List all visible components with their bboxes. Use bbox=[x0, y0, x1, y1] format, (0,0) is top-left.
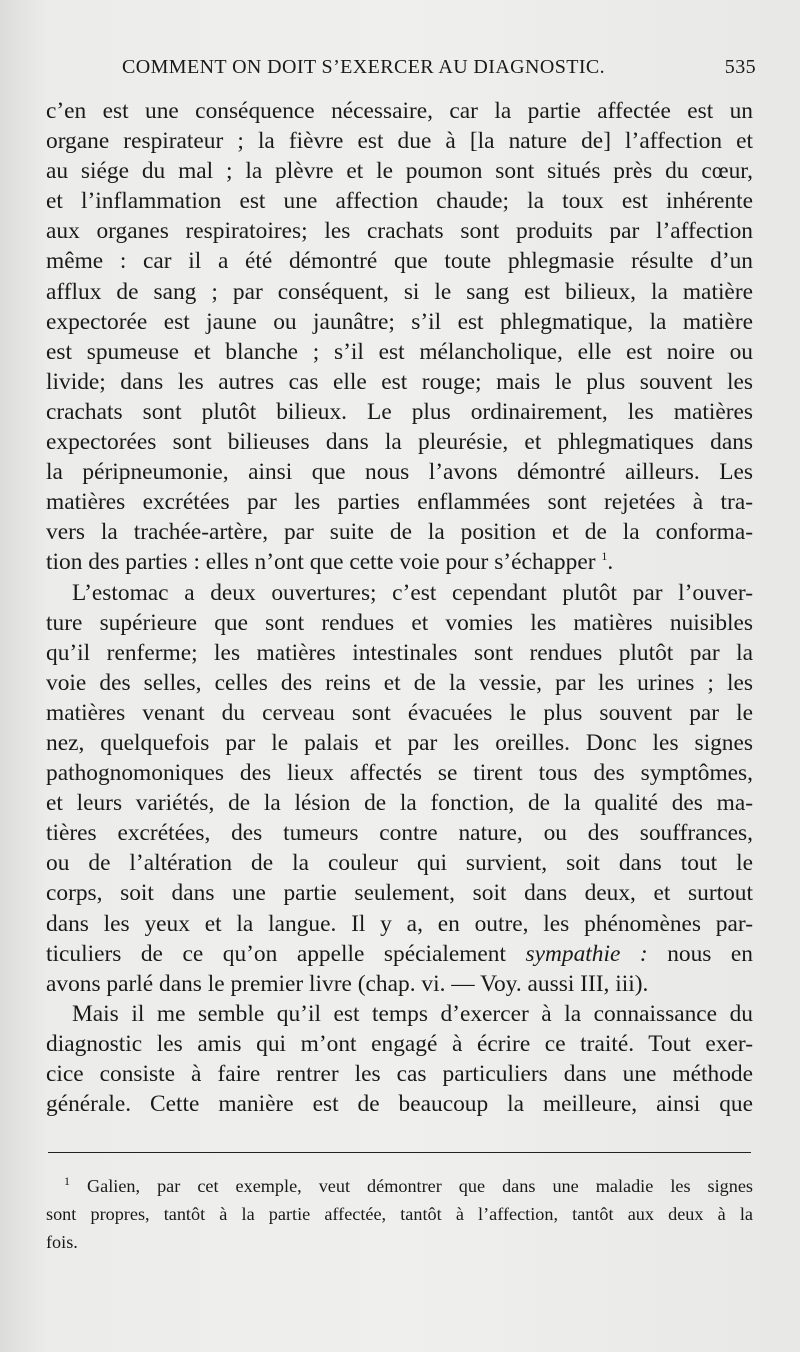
text-line: et leurs variétés, de la lésion de la fonction, de la qualité des ma- bbox=[46, 790, 753, 817]
footnote-marker: 1 bbox=[64, 1173, 70, 1188]
text-line: nez, quelquefois par le palais et par les oreilles. Donc les signes bbox=[46, 729, 753, 756]
running-title: COMMENT ON DOIT S’EXERCER AU DIAGNOSTIC. bbox=[122, 56, 606, 78]
text-line: L’estomac a deux ouvertures; c’est cependant plutôt par l’ouver- bbox=[72, 579, 753, 606]
text-line: avons parlé dans le premier livre (chap. vi. — Voy. aussi III, iii). bbox=[46, 970, 649, 997]
page-header bbox=[122, 56, 782, 90]
text-line: tières excrétées, des tumeurs contre nature, ou des souffrances, bbox=[46, 820, 753, 847]
text-line: générale. Cette manière est de beaucoup la meilleure, ainsi que bbox=[46, 1091, 753, 1118]
body-text bbox=[46, 96, 753, 1119]
text-line: qu’il renferme; les matières intestinales sont rendues plutôt par la bbox=[46, 639, 753, 666]
footnote-divider bbox=[48, 1152, 751, 1153]
text-line: la péripneumonie, ainsi que nous l’avons démontré ailleurs. Les bbox=[46, 459, 753, 486]
text-line bbox=[46, 547, 753, 577]
text-line: et l’inflammation est une affection chaude; la toux est inhérente bbox=[46, 188, 753, 215]
text-line: au siége du mal ; la plèvre et le poumon sont situés près du cœur, bbox=[46, 158, 753, 185]
text-line: cice consiste à faire rentrer les cas particuliers dans une méthode bbox=[46, 1061, 753, 1087]
text-line bbox=[46, 939, 753, 969]
text-line: corps, soit dans une partie seulement, soit dans deux, et surtout bbox=[46, 880, 753, 907]
footnote-reference[interactable]: 1 bbox=[601, 549, 608, 564]
text-line: livide; dans les autres cas elle est rouge; mais le plus souvent les bbox=[46, 368, 753, 395]
text-line: afflux de sang ; par conséquent, si le sang est bilieux, la matière bbox=[46, 278, 753, 305]
text-line-content: tion des parties : elles n’ont que cette voie pour s’échapper bbox=[46, 549, 596, 576]
text-line: ou de l’altération de la couleur qui survient, soit dans tout le bbox=[46, 850, 753, 877]
text-line: organe respirateur ; la fièvre est due à [la nature de] l’affection et bbox=[46, 128, 753, 155]
text-line-content: ticuliers de ce qu’on appelle spécialement bbox=[46, 940, 506, 967]
footnote-line bbox=[46, 1172, 753, 1200]
line-end-punctuation: . bbox=[607, 549, 614, 576]
italic-term: sympathie : bbox=[525, 940, 648, 967]
text-line: voie des selles, celles des reins et de la vessie, par les urines ; les bbox=[46, 669, 753, 696]
text-line: aux organes respiratoires; les crachats sont produits par l’affection bbox=[46, 218, 753, 245]
text-line-tail: nous en bbox=[647, 940, 753, 967]
text-line: vers la trachée-artère, par suite de la position et de la conforma- bbox=[46, 519, 753, 546]
text-line: expectorées sont bilieuses dans la pleurésie, et phlegmatiques dans bbox=[46, 429, 753, 456]
footnotes bbox=[46, 1172, 753, 1256]
text-line: pathognomoniques des lieux affectés se tirent tous des symptômes, bbox=[46, 760, 753, 787]
text-line: dans les yeux et la langue. Il y a, en outre, les phénomènes par- bbox=[46, 910, 753, 937]
footnote-text: Galien, par cet exemple, veut démontrer que dans une maladie les signes bbox=[87, 1176, 753, 1196]
text-line: matières venant du cerveau sont évacuées le plus souvent par le bbox=[46, 699, 753, 726]
text-line: expectorée est jaune ou jaunâtre; s’il est phlegmatique, la matière bbox=[46, 308, 753, 335]
text-line: crachats sont plutôt bilieux. Le plus ordinairement, les matières bbox=[46, 398, 753, 425]
footnote-line: sont propres, tantôt à la partie affectée, tantôt à l’affection, tantôt aux deux à la bbox=[46, 1204, 753, 1224]
page-number: 535 bbox=[724, 56, 756, 78]
text-line: matières excrétées par les parties enflammées sont rejetées à tra- bbox=[46, 489, 753, 516]
footnote-line: fois. bbox=[46, 1232, 78, 1252]
text-line: Mais il me semble qu’il est temps d’exercer à la connaissance du bbox=[72, 1000, 753, 1027]
text-line: même : car il a été démontré que toute phlegmasie résulte d’un bbox=[46, 248, 753, 275]
text-line: c’en est une conséquence nécessaire, car la partie affectée est un bbox=[46, 98, 753, 124]
text-line: diagnostic les amis qui m’ont engagé à écrire ce traité. Tout exer- bbox=[46, 1030, 753, 1057]
text-line: ture supérieure que sont rendues et vomies les matières nuisibles bbox=[46, 609, 753, 636]
text-line: est spumeuse et blanche ; s’il est mélancholique, elle est noire ou bbox=[46, 338, 753, 365]
